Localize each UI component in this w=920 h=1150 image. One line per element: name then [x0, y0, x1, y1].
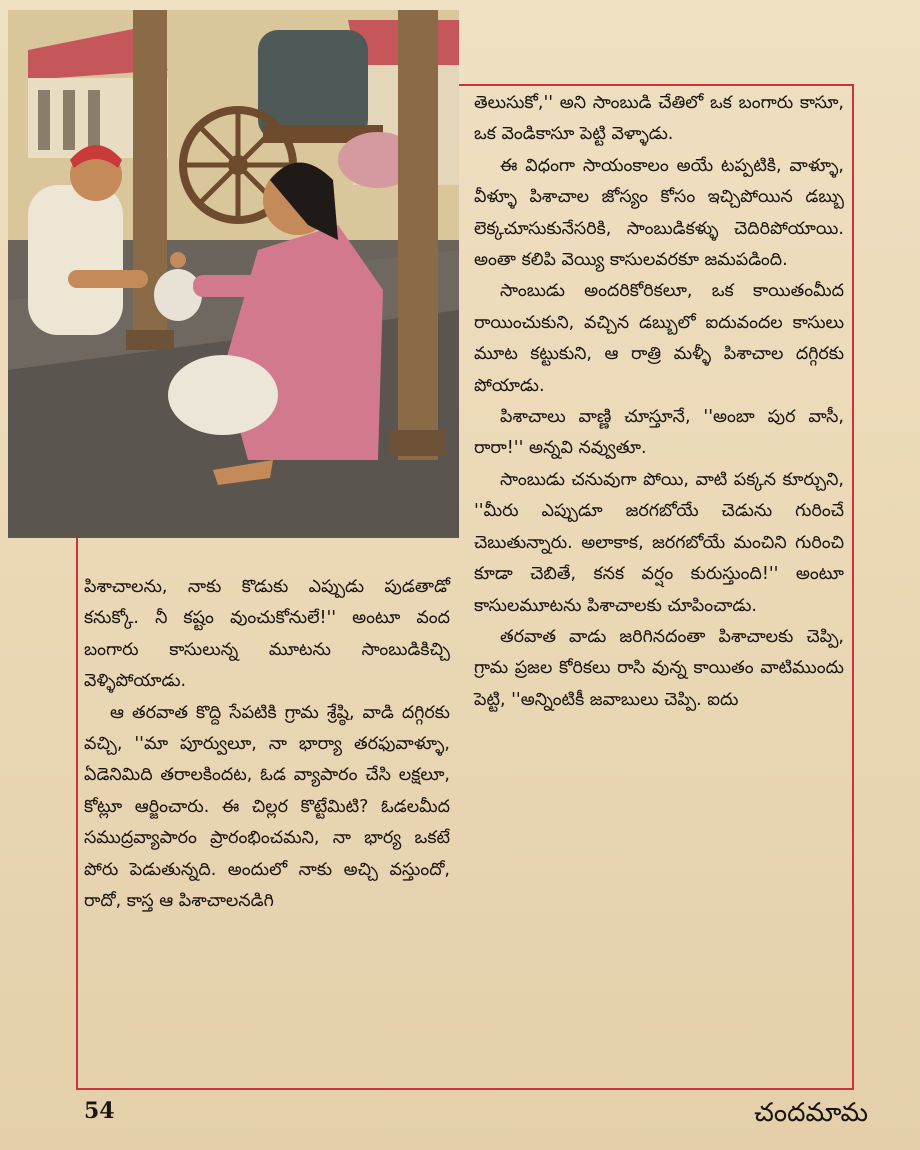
- paragraph: సాంబుడు చనువుగా పోయి, వాటి పక్కన కూర్చుని, ''మీరు ఎప్పుడూ జరగబోయే చెడును గురించే చెబుతున్నారు. అలాకాక, జరగబోయే మంచిని గురించి కూడా చెబితే, కనక వర్షం కురుస్తుంది!'' అంటూ కాసులమూటను పిశాచాలకు చూపించాడు.: [474, 469, 844, 616]
- paragraph: ఆ తరవాత కొద్ది సేపటికి గ్రామ శ్రేష్ఠి, వాడి దగ్గిరకు వచ్చి, ''మా పూర్వులూ, నా భార్యా తరఫువాళ్ళూ, ఏడెనిమిది తరాలకిందట, ఓడ వ్యాపారం చేసి లక్షలూ, కోట్లూ ఆర్జించారు. ఈ చిల్లర కొట్టేమిటి? ఓడలమీద సముద్రవ్యాపారం ప్రారంభించమని, నా భార్య ఒకటే పోరు పెడుతున్నది. అందులో నాకు అచ్చి వస్తుందో, రాదో, కాస్త ఆ పిశాచాలనడిగి: [84, 702, 450, 912]
- paragraph: ఈ విధంగా సాయంకాలం అయే టప్పటికి, వాళ్ళూ, వీళ్ళూ పిశాచాల జోస్యం కోసం ఇచ్చిపోయిన డబ్బు లెక్కచూసుకునేసరికి, సాంబుడికళ్ళు చెదిరిపోయాయి. అంతా కలిపి వెయ్యి కాసులవరకూ జమపడింది.: [474, 155, 844, 271]
- paragraph: పిశాచాలను, నాకు కొడుకు ఎప్పుడు పుడతాడో కనుక్కో. నీ కష్టం వుంచుకోనులే!'' అంటూ వంద బంగారు కాసులున్న మూటను సాంబుడికిచ్చి వెళ్ళిపోయాడు.: [84, 577, 450, 692]
- paragraph: సాంబుడు అందరికోరికలూ, ఒక కాయితంమీద రాయించుకుని, వచ్చిన డబ్బులో ఐదువందల కాసులు మూట కట్టుకుని, ఆ రాత్రి మళ్ళీ పిశాచాల దగ్గిరకు పోయాడు.: [474, 281, 844, 396]
- paragraph: తరవాత వాడు జరిగినదంతా పిశాచాలకు చెప్పి, గ్రామ ప్రజల కోరికలు రాసి వున్న కాయితం వాటిముందు పెట్టి, ''అన్నింటికీ జవాబులు చెప్పి. ఐదు: [474, 626, 844, 710]
- paragraph: తెలుసుకో,'' అని సాంబుడి చేతిలో ఒక బంగారు కాసూ, ఒక వెండికాసూ పెట్టి వెళ్ళాడు.: [474, 93, 844, 145]
- story-illustration: [8, 10, 459, 538]
- page-number: 54: [84, 1098, 115, 1124]
- left-text-column: [84, 572, 450, 917]
- magazine-name: చందమామ: [754, 1098, 868, 1128]
- paragraph: పిశాచాలు వాణ్ణి చూస్తూనే, ''అంబా పుర వాసీ, రారా!'' అన్నవి నవ్వుతూ.: [474, 407, 844, 459]
- right-text-column: [474, 88, 844, 716]
